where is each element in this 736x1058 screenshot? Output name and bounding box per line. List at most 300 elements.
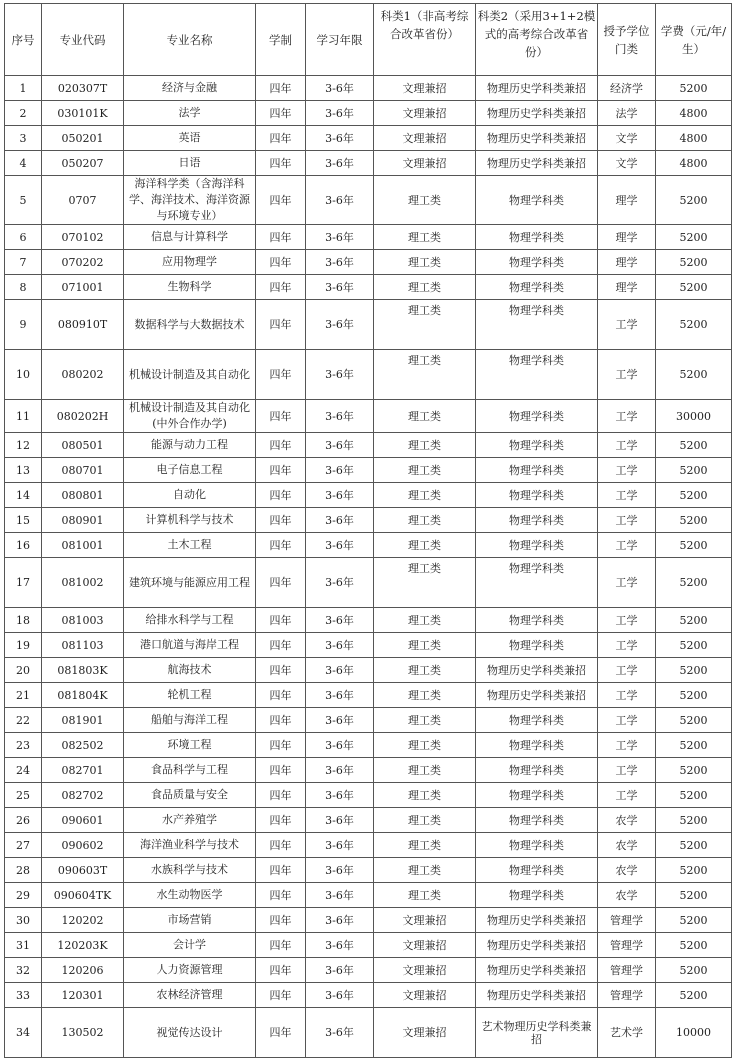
cell-study-years: 3-6年 [306,608,374,633]
cell-tuition: 5200 [656,733,732,758]
cell-degree: 工学 [598,400,656,433]
cell-index: 34 [5,1008,42,1058]
cell-code: 120301 [42,983,124,1008]
cell-index: 29 [5,883,42,908]
table-row [5,683,732,708]
cell-degree: 文学 [598,151,656,176]
cell-study-years: 3-6年 [306,633,374,658]
cell-study-years: 3-6年 [306,76,374,101]
cell-index: 1 [5,76,42,101]
header-row [5,4,732,76]
cell-category1: 理工类 [374,758,476,783]
cell-name: 环境工程 [124,733,256,758]
cell-tuition: 5200 [656,658,732,683]
cell-index: 20 [5,658,42,683]
cell-degree: 农学 [598,833,656,858]
header-cell-index: 序号 [5,4,42,76]
cell-duration: 四年 [256,733,306,758]
cell-name: 法学 [124,101,256,126]
table-row [5,126,732,151]
cell-duration: 四年 [256,176,306,225]
cell-index: 28 [5,858,42,883]
cell-study-years: 3-6年 [306,833,374,858]
cell-name: 日语 [124,151,256,176]
table-row [5,275,732,300]
cell-study-years: 3-6年 [306,458,374,483]
cell-duration: 四年 [256,151,306,176]
cell-index: 15 [5,508,42,533]
cell-name: 水族科学与技术 [124,858,256,883]
cell-tuition: 5200 [656,558,732,608]
cell-tuition: 5200 [656,225,732,250]
cell-index: 31 [5,933,42,958]
cell-name: 水产养殖学 [124,808,256,833]
cell-duration: 四年 [256,958,306,983]
cell-tuition: 5200 [656,508,732,533]
cell-duration: 四年 [256,508,306,533]
cell-index: 2 [5,101,42,126]
cell-degree: 理学 [598,176,656,225]
cell-tuition: 5200 [656,458,732,483]
cell-tuition: 5200 [656,300,732,350]
cell-name: 建筑环境与能源应用工程 [124,558,256,608]
cell-name: 生物科学 [124,275,256,300]
cell-category2: 物理学科类 [476,608,598,633]
cell-tuition: 30000 [656,400,732,433]
cell-code: 080202 [42,350,124,400]
cell-duration: 四年 [256,908,306,933]
cell-code: 081003 [42,608,124,633]
cell-tuition: 5200 [656,858,732,883]
header-cell-tuition: 学费（元/年/生） [656,4,732,76]
cell-code: 120206 [42,958,124,983]
cell-index: 16 [5,533,42,558]
cell-study-years: 3-6年 [306,758,374,783]
cell-name: 农林经济管理 [124,983,256,1008]
cell-category2: 物理学科类 [476,433,598,458]
cell-category1: 理工类 [374,658,476,683]
cell-degree: 理学 [598,275,656,300]
cell-study-years: 3-6年 [306,176,374,225]
cell-study-years: 3-6年 [306,933,374,958]
cell-index: 17 [5,558,42,608]
table-row [5,758,732,783]
cell-category1: 理工类 [374,858,476,883]
cell-code: 070102 [42,225,124,250]
cell-study-years: 3-6年 [306,350,374,400]
cell-study-years: 3-6年 [306,658,374,683]
cell-name: 港口航道与海岸工程 [124,633,256,658]
cell-category1: 文理兼招 [374,151,476,176]
cell-degree: 工学 [598,783,656,808]
cell-index: 5 [5,176,42,225]
table-wrapper [4,3,732,1058]
cell-degree: 管理学 [598,958,656,983]
cell-code: 081804K [42,683,124,708]
cell-index: 21 [5,683,42,708]
cell-study-years: 3-6年 [306,733,374,758]
table-row [5,633,732,658]
cell-name: 电子信息工程 [124,458,256,483]
cell-code: 090602 [42,833,124,858]
cell-tuition: 5200 [656,533,732,558]
cell-index: 12 [5,433,42,458]
cell-category1: 文理兼招 [374,76,476,101]
cell-degree: 理学 [598,225,656,250]
cell-category2: 物理历史学科类兼招 [476,658,598,683]
table-row [5,558,732,608]
cell-degree: 文学 [598,126,656,151]
cell-code: 082701 [42,758,124,783]
cell-index: 22 [5,708,42,733]
cell-index: 13 [5,458,42,483]
cell-study-years: 3-6年 [306,1008,374,1058]
cell-tuition: 5200 [656,983,732,1008]
cell-degree: 理学 [598,250,656,275]
cell-name: 视觉传达设计 [124,1008,256,1058]
cell-duration: 四年 [256,708,306,733]
cell-category1: 理工类 [374,300,476,350]
cell-category2: 物理学科类 [476,483,598,508]
cell-tuition: 4800 [656,151,732,176]
cell-index: 11 [5,400,42,433]
cell-category1: 文理兼招 [374,1008,476,1058]
cell-duration: 四年 [256,350,306,400]
cell-name: 机械设计制造及其自动化(中外合作办学) [124,400,256,433]
table-row [5,808,732,833]
cell-study-years: 3-6年 [306,126,374,151]
cell-category1: 理工类 [374,508,476,533]
cell-name: 机械设计制造及其自动化 [124,350,256,400]
cell-duration: 四年 [256,275,306,300]
cell-index: 6 [5,225,42,250]
cell-code: 090603T [42,858,124,883]
cell-index: 7 [5,250,42,275]
cell-duration: 四年 [256,833,306,858]
cell-category2: 物理学科类 [476,508,598,533]
cell-code: 081002 [42,558,124,608]
cell-tuition: 5200 [656,883,732,908]
cell-name: 经济与金融 [124,76,256,101]
cell-index: 25 [5,783,42,808]
table-row [5,883,732,908]
cell-category1: 理工类 [374,783,476,808]
cell-category1: 理工类 [374,708,476,733]
cell-code: 080501 [42,433,124,458]
table-row [5,225,732,250]
table-row [5,533,732,558]
cell-duration: 四年 [256,658,306,683]
cell-code: 080801 [42,483,124,508]
header-cell-study-years: 学习年限 [306,4,374,76]
cell-name: 轮机工程 [124,683,256,708]
cell-code: 080202H [42,400,124,433]
cell-category2: 物理历史学科类兼招 [476,933,598,958]
cell-code: 090601 [42,808,124,833]
table-row [5,176,732,225]
cell-name: 自动化 [124,483,256,508]
cell-degree: 工学 [598,758,656,783]
cell-category1: 理工类 [374,275,476,300]
cell-duration: 四年 [256,783,306,808]
cell-code: 0707 [42,176,124,225]
cell-degree: 艺术学 [598,1008,656,1058]
cell-name: 会计学 [124,933,256,958]
cell-category1: 文理兼招 [374,101,476,126]
cell-tuition: 5200 [656,683,732,708]
cell-name: 土木工程 [124,533,256,558]
table-row [5,783,732,808]
cell-tuition: 5200 [656,708,732,733]
cell-tuition: 10000 [656,1008,732,1058]
cell-degree: 工学 [598,633,656,658]
cell-category2: 物理学科类 [476,733,598,758]
cell-degree: 经济学 [598,76,656,101]
cell-category2: 物理学科类 [476,400,598,433]
cell-duration: 四年 [256,983,306,1008]
cell-tuition: 5200 [656,76,732,101]
cell-category1: 理工类 [374,683,476,708]
cell-code: 020307T [42,76,124,101]
cell-degree: 工学 [598,658,656,683]
cell-code: 082502 [42,733,124,758]
cell-study-years: 3-6年 [306,558,374,608]
cell-tuition: 5200 [656,483,732,508]
cell-name: 水生动物医学 [124,883,256,908]
cell-category1: 理工类 [374,250,476,275]
cell-degree: 工学 [598,508,656,533]
cell-degree: 工学 [598,608,656,633]
cell-category2: 物理历史学科类兼招 [476,683,598,708]
cell-degree: 管理学 [598,983,656,1008]
cell-category2: 物理学科类 [476,883,598,908]
cell-name: 英语 [124,126,256,151]
cell-category2: 物理历史学科类兼招 [476,908,598,933]
cell-index: 33 [5,983,42,1008]
cell-category1: 理工类 [374,733,476,758]
cell-category1: 理工类 [374,558,476,608]
cell-degree: 工学 [598,483,656,508]
cell-category2: 物理历史学科类兼招 [476,983,598,1008]
cell-category2: 物理历史学科类兼招 [476,101,598,126]
cell-name: 船舶与海洋工程 [124,708,256,733]
cell-category1: 文理兼招 [374,958,476,983]
cell-index: 24 [5,758,42,783]
cell-category2: 物理学科类 [476,558,598,608]
cell-study-years: 3-6年 [306,708,374,733]
table-row [5,508,732,533]
cell-category2: 物理学科类 [476,275,598,300]
cell-duration: 四年 [256,533,306,558]
cell-index: 4 [5,151,42,176]
cell-code: 090604TK [42,883,124,908]
table-row [5,983,732,1008]
header-cell-category2: 科类2（采用3+1+2模式的高考综合改革省份） [476,4,598,76]
cell-code: 070202 [42,250,124,275]
cell-degree: 管理学 [598,933,656,958]
cell-duration: 四年 [256,858,306,883]
cell-name: 食品质量与安全 [124,783,256,808]
cell-category1: 理工类 [374,350,476,400]
cell-code: 120202 [42,908,124,933]
cell-name: 航海技术 [124,658,256,683]
cell-category2: 物理学科类 [476,533,598,558]
cell-name: 计算机科学与技术 [124,508,256,533]
cell-category2: 物理历史学科类兼招 [476,958,598,983]
table-row [5,958,732,983]
cell-code: 080910T [42,300,124,350]
cell-study-years: 3-6年 [306,275,374,300]
cell-code: 081803K [42,658,124,683]
table-row [5,708,732,733]
cell-index: 18 [5,608,42,633]
cell-duration: 四年 [256,483,306,508]
cell-category1: 理工类 [374,458,476,483]
cell-name: 能源与动力工程 [124,433,256,458]
table-row [5,858,732,883]
cell-index: 14 [5,483,42,508]
cell-tuition: 5200 [656,633,732,658]
cell-study-years: 3-6年 [306,225,374,250]
header-cell-category1: 科类1（非高考综合改革省份） [374,4,476,76]
cell-index: 30 [5,908,42,933]
cell-category2: 物理学科类 [476,300,598,350]
table-row [5,300,732,350]
table-row [5,933,732,958]
cell-study-years: 3-6年 [306,883,374,908]
cell-category2: 物理学科类 [476,225,598,250]
cell-duration: 四年 [256,400,306,433]
cell-degree: 工学 [598,558,656,608]
cell-category1: 理工类 [374,483,476,508]
cell-duration: 四年 [256,458,306,483]
cell-name: 海洋渔业科学与技术 [124,833,256,858]
header-cell-code: 专业代码 [42,4,124,76]
cell-degree: 工学 [598,433,656,458]
cell-category2: 物理学科类 [476,783,598,808]
cell-code: 081901 [42,708,124,733]
cell-study-years: 3-6年 [306,533,374,558]
cell-duration: 四年 [256,250,306,275]
cell-category1: 理工类 [374,633,476,658]
table-row [5,400,732,433]
cell-duration: 四年 [256,558,306,608]
cell-index: 19 [5,633,42,658]
cell-category2: 物理历史学科类兼招 [476,151,598,176]
cell-tuition: 5200 [656,908,732,933]
cell-duration: 四年 [256,758,306,783]
cell-tuition: 5200 [656,608,732,633]
cell-category2: 物理学科类 [476,833,598,858]
header-cell-name: 专业名称 [124,4,256,76]
cell-name: 给排水科学与工程 [124,608,256,633]
cell-name: 数据科学与大数据技术 [124,300,256,350]
table-row [5,608,732,633]
cell-degree: 农学 [598,858,656,883]
cell-category1: 理工类 [374,808,476,833]
cell-degree: 管理学 [598,908,656,933]
cell-name: 食品科学与工程 [124,758,256,783]
cell-category2: 物理学科类 [476,758,598,783]
cell-duration: 四年 [256,933,306,958]
table-row [5,1008,732,1058]
cell-tuition: 5200 [656,250,732,275]
cell-study-years: 3-6年 [306,101,374,126]
cell-category1: 理工类 [374,533,476,558]
header-cell-degree: 授予学位门类 [598,4,656,76]
cell-tuition: 5200 [656,933,732,958]
cell-code: 081103 [42,633,124,658]
table-row [5,250,732,275]
cell-name: 人力资源管理 [124,958,256,983]
cell-name: 市场营销 [124,908,256,933]
cell-category1: 理工类 [374,225,476,250]
table-row [5,833,732,858]
cell-tuition: 5200 [656,758,732,783]
cell-degree: 工学 [598,458,656,483]
cell-index: 9 [5,300,42,350]
majors-table [4,3,732,1058]
cell-category2: 物理学科类 [476,633,598,658]
cell-duration: 四年 [256,633,306,658]
cell-degree: 农学 [598,883,656,908]
cell-code: 081001 [42,533,124,558]
cell-degree: 工学 [598,300,656,350]
cell-category2: 物理学科类 [476,458,598,483]
cell-study-years: 3-6年 [306,808,374,833]
cell-duration: 四年 [256,883,306,908]
cell-duration: 四年 [256,126,306,151]
cell-category1: 理工类 [374,176,476,225]
cell-study-years: 3-6年 [306,151,374,176]
cell-category1: 文理兼招 [374,983,476,1008]
cell-code: 080901 [42,508,124,533]
cell-category2: 物理学科类 [476,808,598,833]
cell-tuition: 5200 [656,783,732,808]
cell-code: 071001 [42,275,124,300]
cell-category2: 物理学科类 [476,708,598,733]
cell-category1: 理工类 [374,608,476,633]
table-body [5,76,732,1058]
cell-index: 32 [5,958,42,983]
cell-study-years: 3-6年 [306,783,374,808]
cell-study-years: 3-6年 [306,908,374,933]
cell-study-years: 3-6年 [306,250,374,275]
cell-category2: 物理历史学科类兼招 [476,76,598,101]
cell-index: 10 [5,350,42,400]
cell-index: 3 [5,126,42,151]
cell-study-years: 3-6年 [306,683,374,708]
cell-study-years: 3-6年 [306,433,374,458]
cell-index: 8 [5,275,42,300]
cell-category1: 理工类 [374,433,476,458]
cell-duration: 四年 [256,300,306,350]
cell-study-years: 3-6年 [306,483,374,508]
table-row [5,101,732,126]
cell-duration: 四年 [256,608,306,633]
cell-category2: 艺术物理历史学科类兼招 [476,1008,598,1058]
cell-study-years: 3-6年 [306,400,374,433]
cell-tuition: 4800 [656,101,732,126]
table-row [5,733,732,758]
cell-category2: 物理学科类 [476,176,598,225]
cell-duration: 四年 [256,76,306,101]
cell-duration: 四年 [256,433,306,458]
cell-category2: 物理学科类 [476,250,598,275]
cell-tuition: 5200 [656,958,732,983]
cell-tuition: 5200 [656,350,732,400]
cell-category2: 物理学科类 [476,858,598,883]
